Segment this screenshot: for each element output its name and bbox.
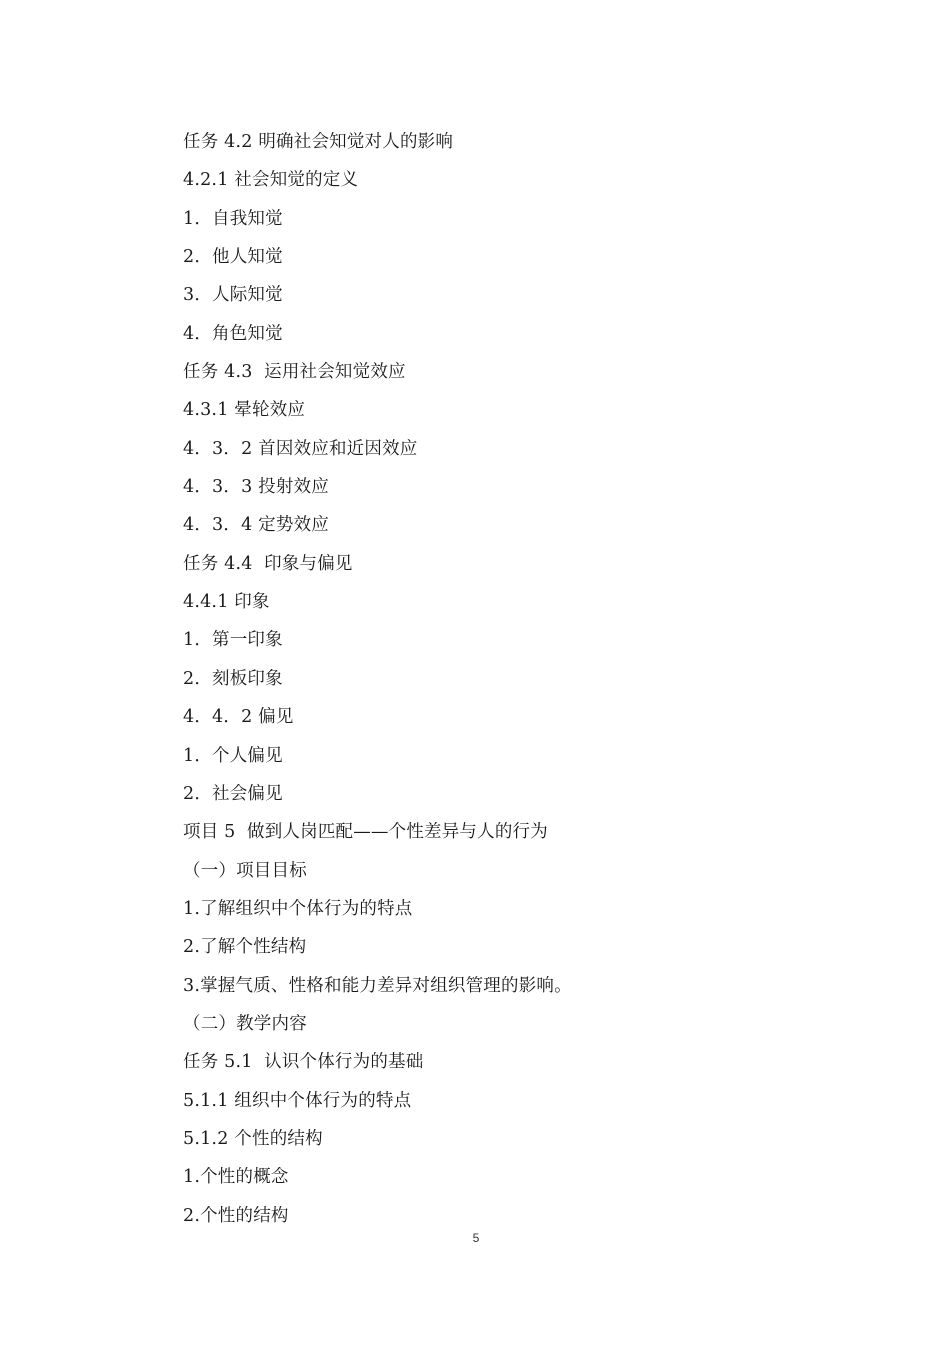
list-item: 2．社会偏见: [183, 783, 283, 804]
section-heading-task-4-3: 任务 4.3 运用社会知觉效应: [183, 362, 406, 383]
list-item: 1．第一印象: [183, 630, 283, 651]
list-item: 1．个人偏见: [183, 745, 283, 766]
subsection-heading-4-3-3: 4．3．3 投射效应: [183, 477, 329, 498]
subsection-heading-5-1-2: 5.1.2 个性的结构: [183, 1128, 323, 1149]
list-item: 1.个性的概念: [183, 1167, 289, 1188]
section-heading-task-4-4: 任务 4.4 印象与偏见: [183, 553, 353, 574]
list-item: 1．自我知觉: [183, 208, 283, 229]
teaching-content-heading: （二）教学内容: [183, 1013, 307, 1034]
document-body: [183, 123, 903, 1235]
section-heading-task-5-1: 任务 5.1 认识个体行为的基础: [183, 1052, 424, 1073]
subsection-heading-4-4-2: 4．4．2 偏见: [183, 707, 294, 728]
project-heading-5: 项目 5 做到人岗匹配——个性差异与人的行为: [183, 822, 548, 843]
list-item: 3.掌握气质、性格和能力差异对组织管理的影响。: [183, 975, 572, 996]
list-item: 1.了解组织中个体行为的特点: [183, 898, 413, 919]
subsection-heading-4-3-2: 4．3．2 首因效应和近因效应: [183, 438, 418, 459]
list-item: 4．角色知觉: [183, 323, 283, 344]
subsection-heading-4-2-1: 4.2.1 社会知觉的定义: [183, 170, 359, 191]
subsection-heading-4-3-4: 4．3．4 定势效应: [183, 515, 329, 536]
list-item: 2．他人知觉: [183, 247, 283, 268]
subsection-heading-4-3-1: 4.3.1 晕轮效应: [183, 400, 306, 421]
section-heading-task-4-2: 任务 4.2 明确社会知觉对人的影响: [183, 132, 454, 152]
page-number: 5: [472, 1231, 480, 1245]
objectives-heading: （一）项目目标: [183, 860, 307, 881]
subsection-heading-4-4-1: 4.4.1 印象: [183, 592, 270, 613]
list-item: 3．人际知觉: [183, 285, 283, 306]
list-item: 2.了解个性结构: [183, 937, 307, 958]
list-item: 2．刻板印象: [183, 668, 283, 689]
list-item: 2.个性的结构: [183, 1205, 289, 1226]
subsection-heading-5-1-1: 5.1.1 组织中个体行为的特点: [183, 1090, 412, 1111]
